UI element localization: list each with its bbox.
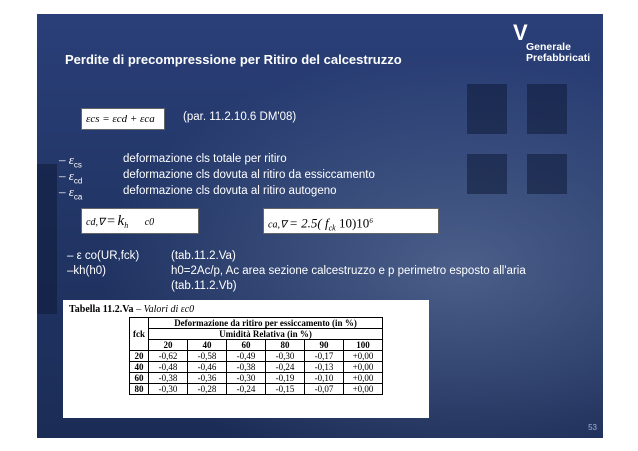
- table-humidity-cell: 40: [188, 340, 227, 351]
- bg-block: [467, 84, 507, 134]
- table-row: [130, 362, 383, 373]
- slide: [37, 14, 603, 438]
- table-cell: -0,38: [227, 362, 266, 373]
- table-caption: [69, 304, 194, 315]
- table-header: Deformazione da ritiro per essiccamento (in %): [149, 318, 383, 329]
- definition-symbol: – ε: [59, 152, 74, 167]
- definition-cs: [59, 152, 82, 169]
- definition-symbol: – ε: [59, 184, 74, 199]
- eq-ca-body: = 2.5( f: [289, 215, 329, 231]
- bg-block: [37, 164, 57, 314]
- table-cell: +0,00: [344, 384, 383, 395]
- table-humidity-cell: 80: [266, 340, 305, 351]
- definition-cd: [59, 168, 82, 185]
- param-text: h0=2Ac/p, Ac area sezione calcestruzzo e p perimetro esposto all'aria: [171, 265, 526, 277]
- table-fck-cell: 40: [130, 362, 149, 373]
- eq-cd-k-sub: h: [124, 221, 129, 230]
- table-row: [130, 351, 383, 362]
- table-cell: -0,07: [305, 384, 344, 395]
- equation-main: εcs = εcd + εca: [81, 108, 165, 130]
- table-cell: -0,28: [188, 384, 227, 395]
- definition-text: deformazione cls dovuta al ritiro da essiccamento: [123, 169, 375, 181]
- eq-cd-k: k: [117, 213, 125, 229]
- bg-block: [527, 154, 567, 194]
- page-number: 53: [588, 423, 597, 432]
- logo-line-2: Prefabbricati: [526, 52, 591, 64]
- table-cell: -0,48: [149, 362, 188, 373]
- eq-cd-equals: =: [107, 214, 116, 229]
- bg-block: [467, 154, 507, 194]
- logo-text: [526, 42, 590, 64]
- eq-cd-lhs: cd,∇: [86, 217, 105, 228]
- equation-cd: [81, 208, 199, 234]
- eq-ca-lhs: ca,∇: [268, 219, 287, 231]
- table-cell: -0,24: [227, 384, 266, 395]
- shrinkage-table: [129, 317, 383, 395]
- table-humidity-cell: 60: [227, 340, 266, 351]
- definition-text: deformazione cls dovuta al ritiro autogeno: [123, 185, 337, 197]
- slide-title: Perdite di precompressione per Ritiro del calcestruzzo: [65, 52, 402, 67]
- bg-block: [527, 84, 567, 134]
- definition-subscript: cd: [73, 176, 83, 186]
- table-cell: -0,24: [266, 362, 305, 373]
- equation-reference: (par. 11.2.10.6 DM'08): [183, 111, 297, 123]
- definition-symbol: – ε: [59, 168, 74, 183]
- table-cell: -0,10: [305, 373, 344, 384]
- table-panel: [63, 300, 429, 418]
- definition-subscript: ca: [73, 192, 83, 202]
- table-cell: -0,49: [227, 351, 266, 362]
- eq-ca-f-sub: ck: [328, 223, 336, 233]
- table-fck-cell: 80: [130, 384, 149, 395]
- table-cell: -0,30: [227, 373, 266, 384]
- table-humidity-cell: 90: [305, 340, 344, 351]
- eq-ca-exp: 6: [369, 217, 373, 225]
- param-text: (tab.11.2.Va): [171, 250, 236, 262]
- table-cell: -0,62: [149, 351, 188, 362]
- table-humidity-cell: 100: [344, 340, 383, 351]
- eq-ca-tail: 10)10: [335, 215, 370, 231]
- param-text: (tab.11.2.Vb): [171, 280, 237, 292]
- table-row: [130, 373, 383, 384]
- table-humidity-row: [130, 340, 383, 351]
- logo-mark: V: [513, 20, 528, 45]
- table-humidity-cell: 20: [149, 340, 188, 351]
- table-cell: -0,58: [188, 351, 227, 362]
- table-body: [130, 351, 383, 395]
- table-cell: -0,19: [266, 373, 305, 384]
- table-row: [130, 384, 383, 395]
- table-fck-cell: 60: [130, 373, 149, 384]
- param-label-eco: – ε co(UR,fck): [67, 250, 140, 262]
- table-cell: -0,46: [188, 362, 227, 373]
- table-cell: +0,00: [344, 351, 383, 362]
- eq-cd-rhs: c0: [144, 217, 155, 228]
- table-caption-text: – Valori di εc0: [133, 304, 195, 315]
- table-cell: +0,00: [344, 373, 383, 384]
- definition-text: deformazione cls totale per ritiro: [123, 153, 287, 165]
- param-label-kh: –kh(h0): [67, 265, 106, 277]
- table-cell: -0,17: [305, 351, 344, 362]
- table-cell: -0,15: [266, 384, 305, 395]
- definition-ca: [59, 184, 82, 201]
- table-fck-cell: 20: [130, 351, 149, 362]
- table-subheader: Umidità Relativa (in %): [149, 329, 383, 340]
- table-cell: -0,30: [149, 384, 188, 395]
- table-cell: -0,36: [188, 373, 227, 384]
- table-cell: -0,30: [266, 351, 305, 362]
- table-caption-number: Tabella 11.2.Va: [69, 304, 134, 315]
- table-cell: +0,00: [344, 362, 383, 373]
- equation-ca: [263, 208, 439, 234]
- definition-subscript: cs: [73, 160, 82, 170]
- table-rowhead: fck: [130, 318, 149, 351]
- table-cell: -0,38: [149, 373, 188, 384]
- logo-line-1: Generale: [526, 41, 571, 53]
- table-cell: -0,13: [305, 362, 344, 373]
